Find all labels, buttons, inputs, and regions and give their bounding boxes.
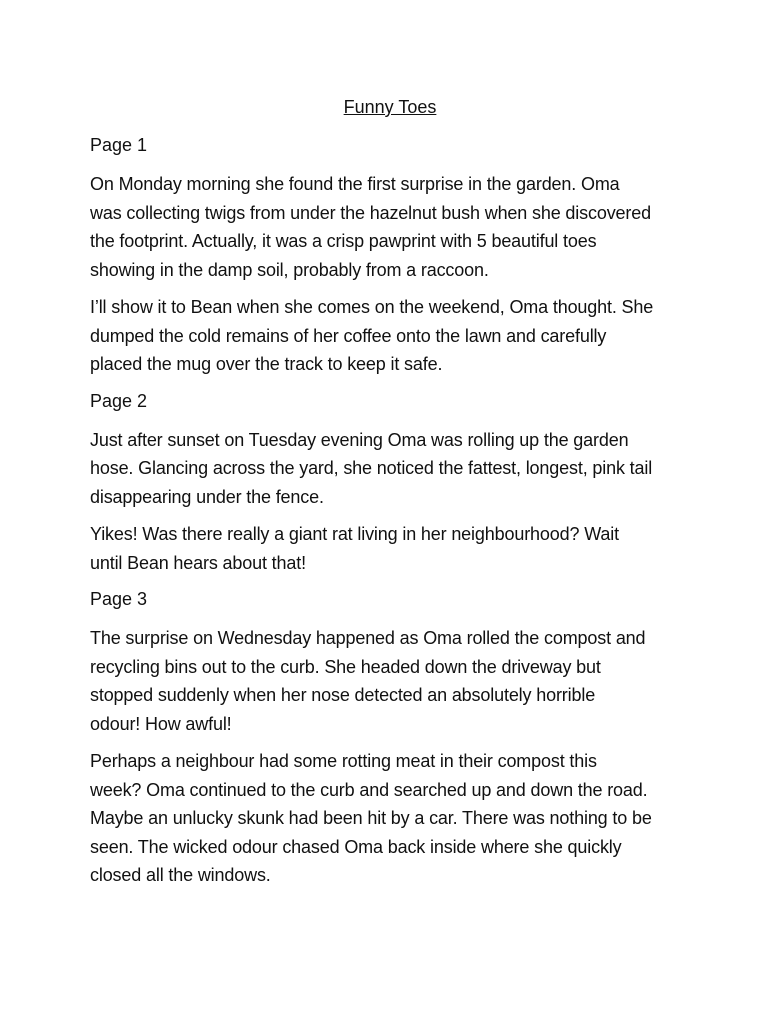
text-line: I’ll show it to Bean when she comes on the weekend, Oma thought. She [90,297,654,317]
section-page-2 [90,388,690,578]
document-title: Funny Toes [343,97,437,117]
paragraph [90,624,690,738]
text-line: closed all the windows. [90,865,271,885]
text-line: was collecting twigs from under the hazelnut bush when she discovered [90,202,651,223]
paragraph [90,520,690,577]
paragraph [90,747,690,890]
text-line: until Bean hears about that! [90,552,306,573]
text-line: Just after sunset on Tuesday evening Oma was rolling up the garden [90,429,629,450]
text-line: showing in the damp soil, probably from a raccoon. [90,259,489,280]
page-label: Page 2 [90,390,148,411]
paragraph [90,426,690,512]
text-line: On Monday morning she found the first surprise in the garden. Oma [90,174,620,194]
text-line: placed the mug over the track to keep it safe. [90,354,443,374]
text-line: stopped suddenly when her nose detected an absolutely horrible [90,685,596,705]
text-line: Perhaps a neighbour had some rotting meat in their compost this [90,751,597,771]
document-page [90,94,690,899]
text-line: Maybe an unlucky skunk had been hit by a car. There was nothing to be [90,808,652,828]
text-line: the footprint. Actually, it was a crisp pawprint with 5 beautiful toes [90,231,597,251]
text-line: recycling bins out to the curb. She headed down the driveway but [90,656,601,677]
section-page-3 [90,586,690,890]
text-line: odour! How awful! [90,713,232,734]
text-line: dumped the cold remains of her coffee onto the lawn and carefully [90,325,607,346]
section-page-1 [90,132,690,379]
text-line: hose. Glancing across the yard, she noticed the fattest, longest, pink tail [90,458,653,478]
page-label: Page 3 [90,589,148,609]
text-line: The surprise on Wednesday happened as Oma rolled the compost and [90,628,646,648]
page-label: Page 1 [90,135,148,155]
paragraph [90,293,690,379]
text-line: week? Oma continued to the curb and searched up and down the road. [90,779,648,800]
text-line: Yikes! Was there really a giant rat living in her neighbourhood? Wait [90,524,619,544]
text-line: seen. The wicked odour chased Oma back inside where she quickly [90,836,622,857]
text-line: disappearing under the fence. [90,486,324,507]
paragraph [90,170,690,284]
